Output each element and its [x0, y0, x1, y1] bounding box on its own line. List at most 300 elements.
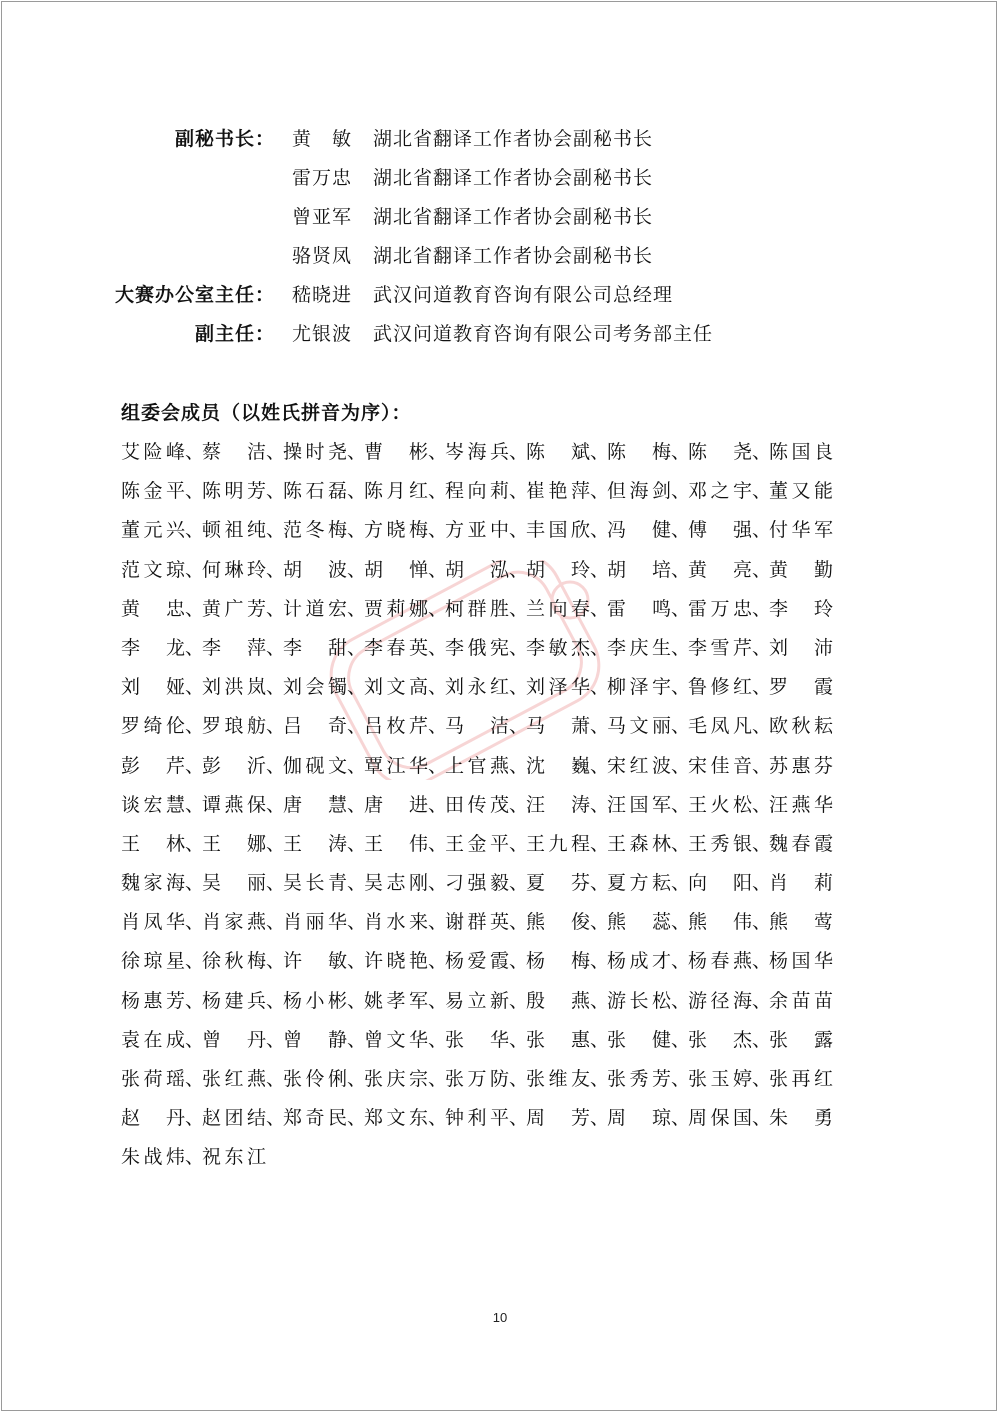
member-entry [769, 479, 833, 503]
member-entry [526, 597, 610, 621]
member-separator: 、 [509, 832, 529, 855]
member-name: 上官燕 [445, 754, 509, 777]
member-name: 罗 霞 [769, 676, 833, 699]
member-name: 董又能 [769, 480, 833, 503]
member-separator: 、 [752, 441, 772, 463]
member-entry [526, 949, 610, 973]
member-name: 周保国 [688, 1107, 752, 1130]
member-name: 陈 斌 [526, 441, 590, 463]
member-name: 夏 芬 [526, 872, 590, 895]
member-entry [121, 754, 205, 778]
member-name: 张庆宗 [364, 1068, 428, 1090]
member-entry [607, 518, 691, 542]
member-name: 吕枚芹 [364, 715, 428, 738]
member-separator: 、 [590, 676, 610, 699]
member-name: 李春英 [364, 636, 428, 659]
members-line [121, 832, 841, 871]
member-entry [607, 793, 691, 817]
member-separator: 、 [671, 754, 691, 777]
member-separator: 、 [347, 754, 367, 777]
member-name: 吴长青 [283, 872, 347, 895]
officer-role: 副秘书长： [174, 128, 275, 150]
members-line [121, 1028, 841, 1067]
member-separator: 、 [185, 441, 205, 463]
officer-row [0, 322, 1000, 346]
member-name: 丰国欣 [526, 519, 590, 542]
member-entry [364, 989, 448, 1013]
member-name: 刁强毅 [445, 872, 509, 895]
member-entry [202, 949, 286, 973]
member-separator: 、 [509, 715, 529, 738]
member-entry [526, 714, 610, 738]
member-name: 王 林 [121, 832, 185, 855]
member-separator: 、 [185, 715, 205, 738]
member-name: 何琳玲 [202, 558, 266, 581]
member-entry [283, 1106, 367, 1130]
members-line [121, 636, 841, 675]
member-name: 张 露 [769, 1028, 833, 1051]
member-separator: 、 [590, 754, 610, 777]
member-entry [607, 1106, 691, 1130]
members-line [121, 989, 841, 1028]
officer-row [0, 127, 1000, 151]
member-name: 罗绮伦 [121, 715, 185, 738]
member-name: 汪 涛 [526, 793, 590, 816]
member-separator: 、 [266, 558, 286, 581]
member-separator: 、 [752, 832, 772, 855]
officer-name: 骆贤凤 [292, 245, 353, 267]
member-separator: 、 [509, 989, 529, 1012]
member-separator: 、 [347, 1107, 367, 1130]
member-entry [769, 989, 833, 1013]
member-name: 唐 进 [364, 793, 428, 816]
member-name: 张秀芳 [607, 1068, 671, 1090]
member-separator: 、 [428, 1107, 448, 1130]
member-separator: 、 [752, 950, 772, 973]
member-separator: 、 [671, 441, 691, 463]
member-name: 周 琼 [607, 1107, 671, 1130]
member-entry [445, 1106, 529, 1130]
members-line [121, 1067, 841, 1106]
member-entry [202, 440, 286, 464]
member-name: 杨春燕 [688, 950, 752, 973]
member-name: 姚孝军 [364, 989, 428, 1012]
member-separator: 、 [428, 832, 448, 855]
member-separator: 、 [590, 950, 610, 973]
member-entry [769, 793, 833, 817]
member-name: 肖水来 [364, 911, 428, 934]
member-name: 李 萍 [202, 636, 266, 659]
member-entry [607, 754, 691, 778]
member-entry [283, 479, 367, 503]
member-separator: 、 [428, 597, 448, 620]
member-separator: 、 [347, 793, 367, 816]
officer-row [0, 283, 1000, 307]
member-name: 毛凤凡 [688, 715, 752, 738]
member-entry [283, 518, 367, 542]
member-entry [688, 479, 772, 503]
member-name: 向 阳 [688, 872, 752, 895]
member-entry [769, 871, 833, 895]
member-separator: 、 [752, 1028, 772, 1051]
member-entry [202, 479, 286, 503]
member-entry [445, 558, 529, 582]
member-separator: 、 [752, 754, 772, 777]
member-name: 黄 亮 [688, 558, 752, 581]
member-entry [445, 714, 529, 738]
member-entry [688, 1067, 772, 1091]
member-separator: 、 [185, 480, 205, 503]
member-separator: 、 [590, 989, 610, 1012]
member-separator: 、 [752, 1068, 772, 1090]
member-entry [121, 675, 205, 699]
member-entry [688, 518, 772, 542]
member-name: 田传茂 [445, 793, 509, 816]
member-entry [445, 989, 529, 1013]
member-separator: 、 [185, 558, 205, 581]
member-name: 蔡 洁 [202, 441, 266, 463]
member-entry [445, 597, 529, 621]
member-name: 赵团结 [202, 1107, 266, 1130]
member-separator: 、 [509, 676, 529, 699]
members-line [121, 1106, 841, 1145]
member-entry [769, 1028, 833, 1052]
member-separator: 、 [590, 480, 610, 503]
member-separator: 、 [266, 950, 286, 973]
member-separator: 、 [590, 519, 610, 542]
member-separator: 、 [752, 597, 772, 620]
member-entry [526, 518, 610, 542]
member-entry [283, 714, 367, 738]
member-separator: 、 [428, 989, 448, 1012]
member-name: 雷万忠 [688, 597, 752, 620]
member-name: 袁在成 [121, 1028, 185, 1051]
member-separator: 、 [185, 989, 205, 1012]
member-name: 张维友 [526, 1068, 590, 1090]
member-name: 杨成才 [607, 950, 671, 973]
member-separator: 、 [509, 441, 529, 463]
member-separator: 、 [509, 480, 529, 503]
member-name: 许 敏 [283, 950, 347, 973]
member-entry [202, 1145, 266, 1169]
member-separator: 、 [671, 715, 691, 738]
member-separator: 、 [590, 1068, 610, 1090]
member-name: 马 萧 [526, 715, 590, 738]
member-separator: 、 [185, 911, 205, 934]
member-separator: 、 [347, 441, 367, 463]
member-separator: 、 [185, 1146, 205, 1169]
member-entry [283, 558, 367, 582]
member-name: 刘泽华 [526, 676, 590, 699]
member-entry [121, 558, 205, 582]
officer-org: 武汉问道教育咨询有限公司考务部主任 [373, 323, 714, 345]
member-separator: 、 [347, 1028, 367, 1051]
member-entry [769, 636, 833, 660]
member-separator: 、 [347, 676, 367, 699]
member-entry [364, 518, 448, 542]
member-name: 李 玲 [769, 597, 833, 620]
member-separator: 、 [590, 715, 610, 738]
member-separator: 、 [347, 480, 367, 503]
member-name: 岑海兵 [445, 441, 509, 463]
member-name: 范文琼 [121, 558, 185, 581]
member-entry [364, 832, 448, 856]
member-name: 曹 彬 [364, 441, 428, 463]
member-separator: 、 [428, 911, 448, 934]
member-separator: 、 [671, 872, 691, 895]
member-entry [769, 518, 833, 542]
member-entry [445, 754, 529, 778]
member-entry [769, 440, 833, 464]
members-line [121, 479, 841, 518]
member-name: 顿祖纯 [202, 519, 266, 542]
member-entry [121, 832, 205, 856]
member-separator: 、 [347, 636, 367, 659]
member-name: 余苗苗 [769, 989, 833, 1012]
officer-name: 黄 敏 [292, 128, 353, 150]
member-entry [121, 910, 205, 934]
member-name: 曾 静 [283, 1028, 347, 1051]
officer-role: 副主任： [194, 323, 275, 345]
officer-name: 雷万忠 [292, 167, 353, 189]
member-entry [445, 1067, 529, 1091]
page-number: 10 [492, 1310, 508, 1325]
member-separator: 、 [428, 793, 448, 816]
members-heading: 组委会成员（以姓氏拼音为序）： [121, 402, 412, 424]
officer-name: 曾亚军 [292, 206, 353, 228]
member-name: 陈 尧 [688, 441, 752, 463]
member-name: 陈石磊 [283, 480, 347, 503]
member-name: 朱战炜 [121, 1146, 185, 1169]
member-entry [364, 1106, 448, 1130]
member-separator: 、 [428, 676, 448, 699]
member-name: 汪国军 [607, 793, 671, 816]
member-entry [526, 793, 610, 817]
member-entry [526, 440, 610, 464]
member-entry [445, 675, 529, 699]
member-entry [202, 989, 286, 1013]
member-separator: 、 [266, 989, 286, 1012]
member-separator: 、 [590, 441, 610, 463]
member-entry [688, 754, 772, 778]
officer-org: 湖北省翻译工作者协会副秘书长 [373, 167, 654, 189]
member-name: 杨建兵 [202, 989, 266, 1012]
member-separator: 、 [509, 597, 529, 620]
member-entry [688, 910, 772, 934]
member-name: 肖家燕 [202, 911, 266, 934]
member-separator: 、 [671, 558, 691, 581]
member-name: 刘永红 [445, 676, 509, 699]
member-entry [364, 949, 448, 973]
member-entry [445, 440, 529, 464]
officer-org: 湖北省翻译工作者协会副秘书长 [373, 128, 654, 150]
member-name: 黄 勤 [769, 558, 833, 581]
member-entry [607, 558, 691, 582]
member-name: 张万防 [445, 1068, 509, 1090]
member-name: 吴 丽 [202, 872, 266, 895]
member-separator: 、 [266, 832, 286, 855]
member-name: 张 华 [445, 1028, 509, 1051]
member-entry [688, 440, 772, 464]
member-name: 苏惠芬 [769, 754, 833, 777]
member-separator: 、 [590, 872, 610, 895]
member-name: 谭燕保 [202, 793, 266, 816]
member-name: 方晓梅 [364, 519, 428, 542]
member-name: 殷 燕 [526, 989, 590, 1012]
member-entry [769, 949, 833, 973]
member-separator: 、 [752, 911, 772, 934]
member-separator: 、 [347, 872, 367, 895]
member-separator: 、 [347, 558, 367, 581]
member-entry [445, 479, 529, 503]
member-entry [364, 558, 448, 582]
member-name: 谢群英 [445, 911, 509, 934]
member-name: 胡 泓 [445, 558, 509, 581]
member-name: 王 娜 [202, 832, 266, 855]
member-separator: 、 [752, 872, 772, 895]
member-entry [121, 714, 205, 738]
member-entry [445, 518, 529, 542]
members-line [121, 675, 841, 714]
member-name: 陈国良 [769, 441, 833, 463]
member-entry [121, 1106, 205, 1130]
member-name: 刘会镯 [283, 676, 347, 699]
member-entry [688, 949, 772, 973]
member-name: 胡 惮 [364, 558, 428, 581]
member-entry [607, 949, 691, 973]
members-line [121, 440, 841, 479]
member-entry [526, 1106, 610, 1130]
member-entry [202, 675, 286, 699]
officer-org: 湖北省翻译工作者协会副秘书长 [373, 206, 654, 228]
member-separator: 、 [671, 989, 691, 1012]
member-name: 夏方耘 [607, 872, 671, 895]
member-name: 彭 沂 [202, 754, 266, 777]
member-entry [607, 832, 691, 856]
member-name: 肖丽华 [283, 911, 347, 934]
member-entry [769, 832, 833, 856]
member-entry [607, 910, 691, 934]
member-name: 杨爱霞 [445, 950, 509, 973]
member-separator: 、 [428, 519, 448, 542]
member-name: 胡 波 [283, 558, 347, 581]
member-name: 黄 忠 [121, 597, 185, 620]
member-name: 游径海 [688, 989, 752, 1012]
member-name: 汪燕华 [769, 793, 833, 816]
member-entry [688, 832, 772, 856]
member-separator: 、 [509, 793, 529, 816]
member-separator: 、 [590, 793, 610, 816]
member-entry [607, 479, 691, 503]
members-list [121, 440, 841, 1185]
member-separator: 、 [266, 676, 286, 699]
member-entry [607, 636, 691, 660]
member-entry [202, 754, 286, 778]
member-name: 张 杰 [688, 1028, 752, 1051]
member-separator: 、 [185, 1028, 205, 1051]
member-entry [364, 793, 448, 817]
member-name: 陈 梅 [607, 441, 671, 463]
member-entry [283, 636, 367, 660]
member-separator: 、 [509, 872, 529, 895]
member-name: 李 甜 [283, 636, 347, 659]
member-name: 吕 奇 [283, 715, 347, 738]
member-entry [688, 1106, 772, 1130]
member-entry [688, 714, 772, 738]
member-name: 郑奇民 [283, 1107, 347, 1130]
member-separator: 、 [428, 480, 448, 503]
member-separator: 、 [428, 754, 448, 777]
member-name: 张荷瑶 [121, 1068, 185, 1090]
member-name: 宋红波 [607, 754, 671, 777]
member-separator: 、 [185, 1107, 205, 1130]
member-entry [283, 597, 367, 621]
members-line [121, 1145, 841, 1184]
member-separator: 、 [185, 754, 205, 777]
member-separator: 、 [428, 950, 448, 973]
member-entry [607, 675, 691, 699]
member-name: 冯 健 [607, 519, 671, 542]
member-entry [283, 754, 367, 778]
member-separator: 、 [509, 558, 529, 581]
member-entry [121, 636, 205, 660]
member-name: 郑文东 [364, 1107, 428, 1130]
member-name: 周 芳 [526, 1107, 590, 1130]
member-entry [121, 1067, 205, 1091]
member-name: 王九程 [526, 832, 590, 855]
member-name: 方亚中 [445, 519, 509, 542]
member-name: 王秀银 [688, 832, 752, 855]
member-name: 艾险峰 [121, 441, 185, 463]
member-separator: 、 [266, 754, 286, 777]
member-entry [364, 910, 448, 934]
member-entry [526, 871, 610, 895]
officer-org: 湖北省翻译工作者协会副秘书长 [373, 245, 654, 267]
member-name: 李庆生 [607, 636, 671, 659]
member-name: 操时尧 [283, 441, 347, 463]
member-name: 肖凤华 [121, 911, 185, 934]
member-entry [283, 440, 367, 464]
member-entry [769, 714, 833, 738]
member-separator: 、 [671, 832, 691, 855]
member-entry [526, 910, 610, 934]
member-name: 鲁修红 [688, 676, 752, 699]
member-entry [688, 1028, 772, 1052]
member-name: 陈金平 [121, 480, 185, 503]
member-entry [364, 1028, 448, 1052]
member-entry [202, 910, 286, 934]
member-entry [445, 832, 529, 856]
member-name: 张伶俐 [283, 1068, 347, 1090]
member-entry [121, 440, 205, 464]
member-entry [769, 1106, 833, 1130]
member-name: 王火松 [688, 793, 752, 816]
member-entry [445, 793, 529, 817]
member-entry [688, 793, 772, 817]
member-name: 兰向春 [526, 597, 590, 620]
members-line [121, 910, 841, 949]
member-separator: 、 [185, 832, 205, 855]
member-separator: 、 [671, 636, 691, 659]
member-entry [202, 1067, 286, 1091]
member-separator: 、 [590, 1107, 610, 1130]
member-separator: 、 [590, 636, 610, 659]
member-name: 杨国华 [769, 950, 833, 973]
member-name: 肖 莉 [769, 872, 833, 895]
member-name: 刘洪岚 [202, 676, 266, 699]
member-separator: 、 [266, 1107, 286, 1130]
member-entry [202, 1106, 286, 1130]
